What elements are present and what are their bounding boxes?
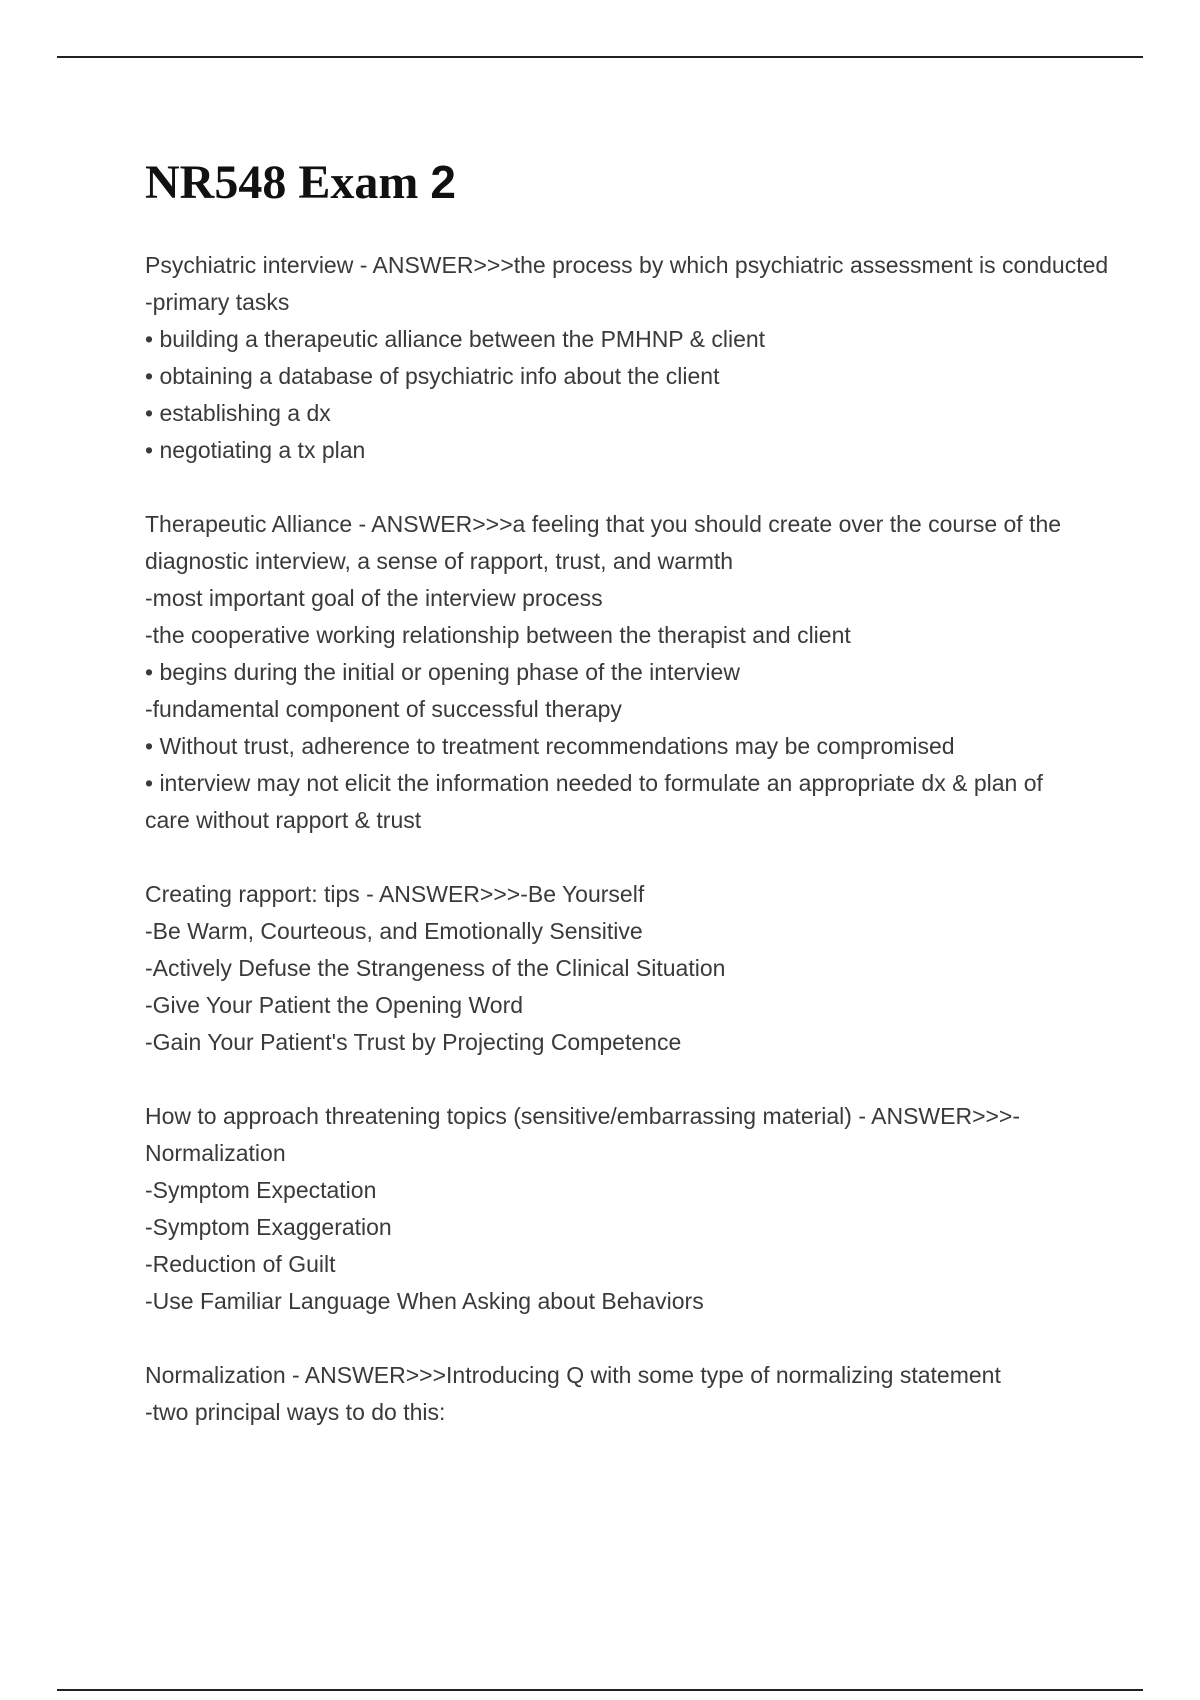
qa-entry-line: • negotiating a tx plan <box>145 437 366 463</box>
qa-entry-line: -Actively Defuse the Strangeness of the Clinical Situation <box>145 955 726 981</box>
page-title <box>145 150 1095 215</box>
title-number: 2 <box>430 156 456 208</box>
document-body <box>145 150 1109 1468</box>
qa-entry-line: care without rapport & trust <box>145 807 422 833</box>
qa-entry-line: -Symptom Exaggeration <box>145 1214 392 1240</box>
qa-entry-line: • begins during the initial or opening phase of the interview <box>145 659 740 685</box>
qa-entry <box>145 1098 1095 1320</box>
qa-entry <box>145 506 1095 839</box>
qa-entry-line: diagnostic interview, a sense of rapport, trust, and warmth <box>145 548 734 574</box>
qa-entry-line: -Symptom Expectation <box>145 1177 377 1203</box>
qa-entries <box>145 247 1109 1431</box>
qa-entry <box>145 247 1109 469</box>
qa-entry-line: • interview may not elicit the information needed to formulate an appropriate dx & plan of <box>145 770 1043 796</box>
qa-entry-line: -Gain Your Patient's Trust by Projecting Competence <box>145 1029 682 1055</box>
qa-entry-heading-line: Therapeutic Alliance - ANSWER>>>a feeling that you should create over the course of the <box>145 511 1062 537</box>
qa-entry-heading-line: Creating rapport: tips - ANSWER>>>-Be Yourself <box>145 881 645 907</box>
qa-entry-line: -most important goal of the interview process <box>145 585 603 611</box>
title-main: NR548 Exam <box>145 156 431 209</box>
qa-entry-line: Normalization <box>145 1140 286 1166</box>
qa-entry-heading-line: Psychiatric interview - ANSWER>>>the process by which psychiatric assessment is conducted <box>145 252 1109 278</box>
qa-entry-line: • establishing a dx <box>145 400 331 426</box>
qa-entry-line: -Be Warm, Courteous, and Emotionally Sensitive <box>145 918 643 944</box>
qa-entry-line: • obtaining a database of psychiatric info about the client <box>145 363 720 389</box>
qa-entry <box>145 1357 1095 1431</box>
qa-entry-line: -Use Familiar Language When Asking about Behaviors <box>145 1288 704 1314</box>
qa-entry-heading-line: Normalization - ANSWER>>>Introducing Q with some type of normalizing statement <box>145 1362 1001 1388</box>
qa-entry-line: -Give Your Patient the Opening Word <box>145 992 524 1018</box>
bottom-rule <box>57 1689 1143 1691</box>
qa-entry-line: -primary tasks <box>145 289 290 315</box>
qa-entry-line: -fundamental component of successful therapy <box>145 696 622 722</box>
qa-entry-line: • building a therapeutic alliance between the PMHNP & client <box>145 326 766 352</box>
qa-entry-line: -two principal ways to do this: <box>145 1399 446 1425</box>
qa-entry-line: -Reduction of Guilt <box>145 1251 336 1277</box>
qa-entry <box>145 876 1095 1061</box>
qa-entry-heading-line: How to approach threatening topics (sensitive/embarrassing material) - ANSWER>>>- <box>145 1103 1021 1129</box>
qa-entry-line: • Without trust, adherence to treatment recommendations may be compromised <box>145 733 955 759</box>
qa-entry-line: -the cooperative working relationship between the therapist and client <box>145 622 851 648</box>
top-rule <box>57 56 1143 58</box>
